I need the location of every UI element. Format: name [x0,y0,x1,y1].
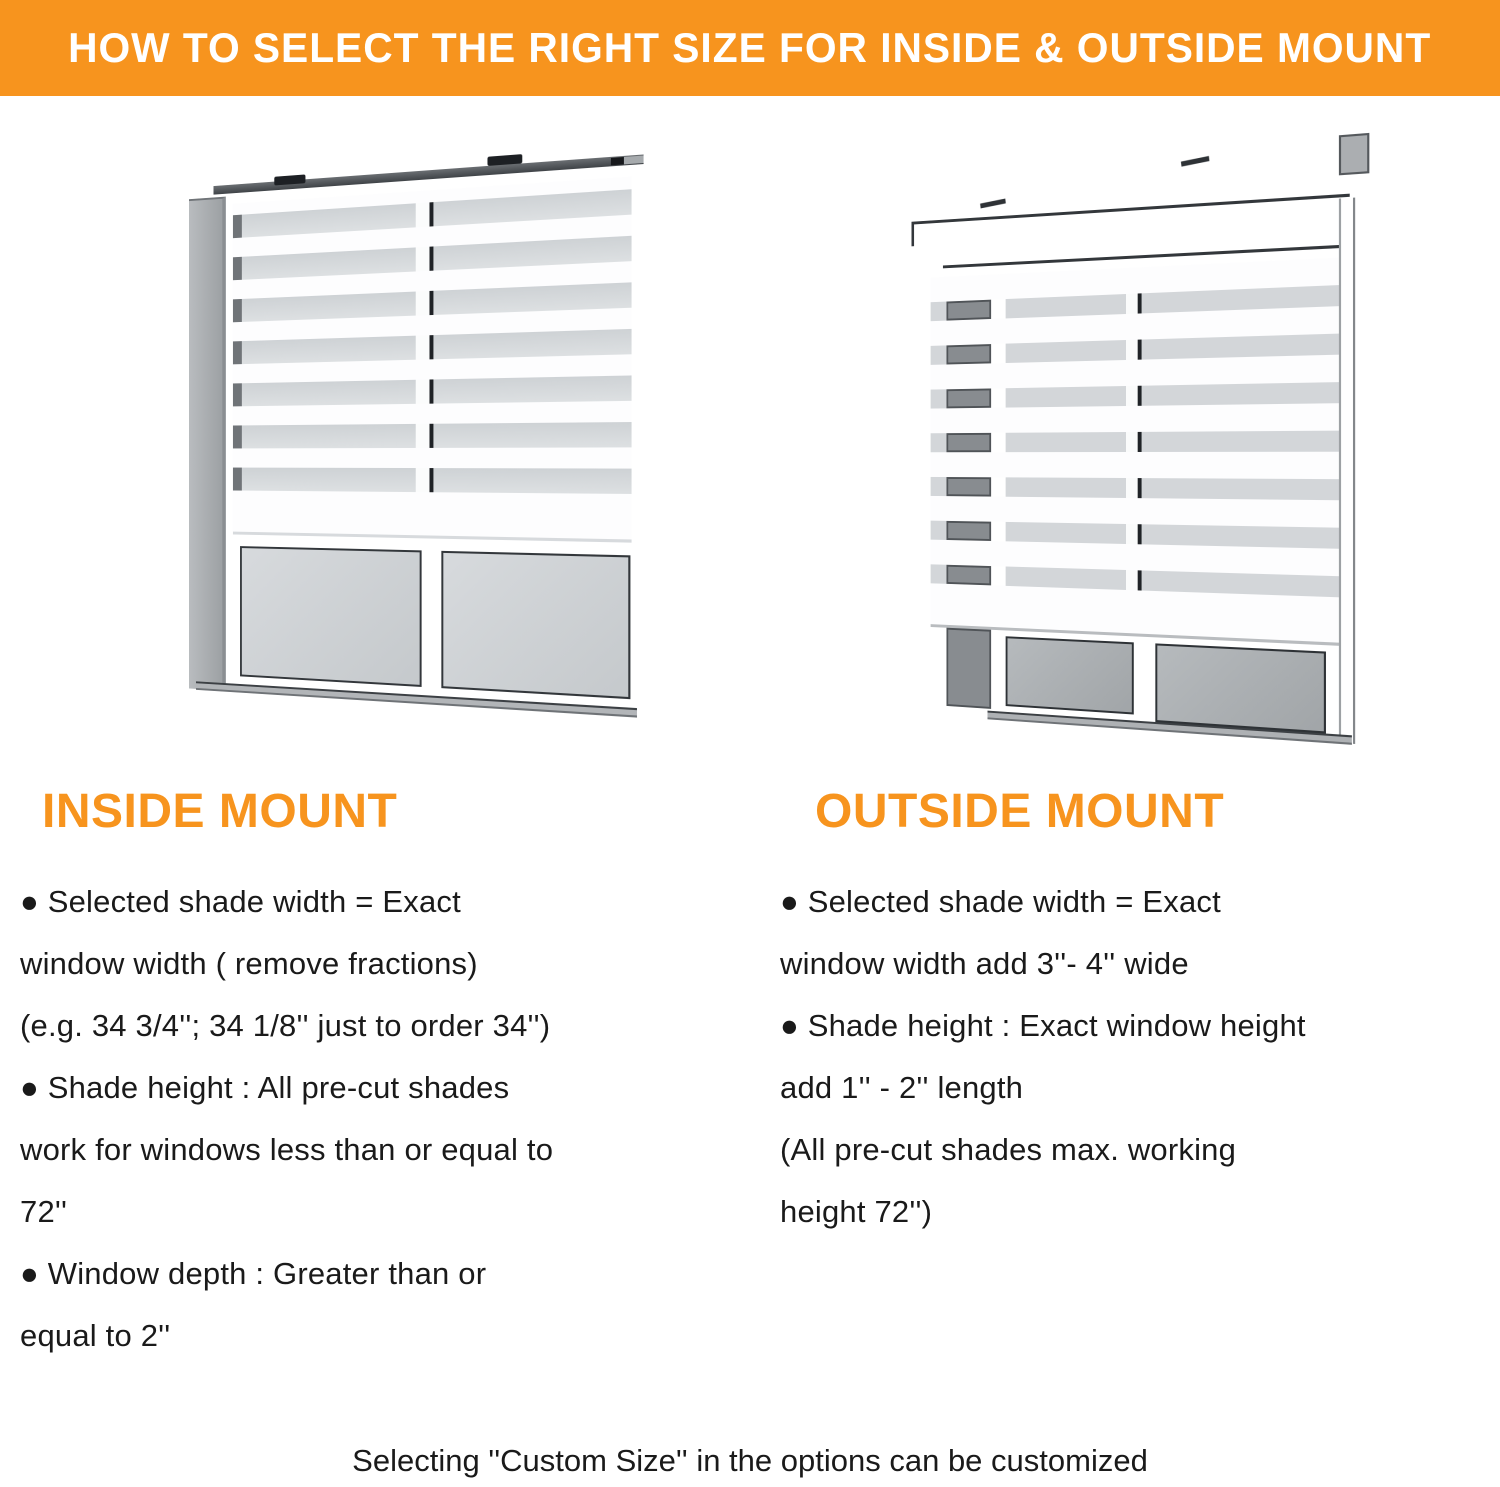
sheer-band [931,285,1339,321]
window-frame-glimpse [946,388,991,408]
frame-gap [991,433,1006,452]
mullion-tick [1138,570,1142,590]
center-mullion-glimpse [416,468,430,492]
mullion-tick [1138,386,1142,406]
sheer-band [931,382,1339,408]
bracket-end-cap [1339,133,1369,175]
sheer-band [233,422,632,448]
frame-gap [991,344,1006,364]
window-frame-glimpse [946,565,991,586]
sheer-band [233,329,632,364]
note-line: equal to 2'' [20,1318,171,1353]
banner-title: HOW TO SELECT THE RIGHT SIZE FOR INSIDE & OUTSIDE MOUNT [68,24,1432,71]
note-line: (All pre-cut shades max. working [780,1132,1237,1167]
mullion-tick [429,379,433,403]
note-line: ● Selected shade width = Exact [780,884,1221,919]
jamb-shadow-notch [233,468,242,491]
center-mullion-glimpse [416,291,430,316]
mullion-tick [1138,340,1142,360]
outside-mount-heading: OUTSIDE MOUNT [815,785,1225,838]
sheer-band [233,468,632,494]
center-mullion-glimpse [416,335,430,359]
inside-mount-notes [20,871,553,1367]
note-line: add 1'' - 2'' length [780,1070,1024,1105]
center-mullion-glimpse [416,202,430,227]
mullion-tick [429,468,433,492]
frame-gap [991,388,1006,408]
jamb-shadow-notch [233,257,242,280]
note-line: ● Selected shade width = Exact [20,884,461,919]
note-line: (e.g. 34 3/4''; 34 1/8'' just to order 34'') [20,1008,551,1043]
center-mullion-glimpse [1126,294,1138,314]
center-mullion-glimpse [1126,432,1138,452]
mullion-tick [429,291,433,315]
glass-pane-left [240,546,422,687]
mounting-bracket-mark [1181,156,1210,167]
sheer-band [233,189,632,238]
window-frame-glimpse [946,521,991,541]
center-mullion-glimpse [416,424,430,448]
mullion-tick [429,246,433,270]
footer-note: Selecting ''Custom Size'' in the options can be customized [352,1443,1148,1478]
center-mullion-glimpse [1126,386,1138,406]
center-mullion-glimpse [1126,340,1138,360]
note-line: window width add 3''- 4'' wide [780,946,1189,981]
zebra-shade [233,177,632,543]
sheer-band [931,334,1339,365]
jamb-shadow-notch [233,425,242,448]
jamb-shadow-notch [233,215,242,239]
window-frame-glimpse [946,344,991,364]
window-frame-left [946,628,991,709]
frame-gap [991,299,1006,319]
sheer-band [931,431,1339,453]
mounting-bracket-mark [980,199,1006,209]
center-mullion-glimpse [1126,478,1138,498]
jamb-shadow-notch [233,299,242,322]
window-frame-glimpse [946,477,991,497]
banner [0,0,1500,96]
sheer-band [233,236,632,280]
note-line: window width ( remove fractions) [20,946,478,981]
window-frame-glimpse [946,300,991,321]
sheer-band [233,282,632,322]
glass-pane-left [1006,636,1134,714]
mullion-tick [429,202,433,226]
zebra-shade [931,258,1339,646]
sheer-band [233,375,632,406]
mullion-tick [429,424,433,448]
note-line: ● Shade height : Exact window height [780,1008,1306,1043]
mullion-tick [1138,524,1142,544]
glass-pane-right [441,551,630,699]
cassette-top-edge [911,194,1349,225]
sheer-band [931,477,1339,500]
jamb-shadow-notch [233,341,242,364]
frame-gap [991,522,1006,542]
note-line: ● Window depth : Greater than or [20,1256,487,1291]
note-line: work for windows less than or equal to [20,1132,554,1167]
outside-mount-notes [780,871,1306,1243]
note-line: height 72'') [780,1194,933,1229]
center-mullion-glimpse [1126,524,1138,544]
sheer-band [931,564,1339,597]
outside-mount-illustration [882,142,1402,772]
side-rail [1339,198,1355,744]
center-mullion-glimpse [416,247,430,272]
center-mullion-glimpse [1126,570,1138,590]
outside-mount-window [903,122,1378,752]
cassette-left-edge [911,222,914,247]
frame-gap [991,566,1006,586]
note-line: 72'' [20,1194,68,1229]
mullion-tick [429,335,433,359]
mullion-tick [1138,293,1142,313]
center-mullion-glimpse [416,380,430,404]
window-frame-jamb [189,197,226,691]
inside-mount-heading: INSIDE MOUNT [42,785,398,838]
mullion-tick [1138,478,1142,498]
window-frame-glimpse [946,433,991,452]
mullion-tick [1138,432,1142,452]
note-line: ● Shade height : All pre-cut shades [20,1070,510,1105]
jamb-shadow-notch [233,383,242,406]
inside-mount-illustration [170,158,650,758]
glass-pane-right [1155,643,1326,733]
inside-mount-window [189,139,648,721]
sheer-band [931,521,1339,549]
frame-gap [991,477,1006,496]
